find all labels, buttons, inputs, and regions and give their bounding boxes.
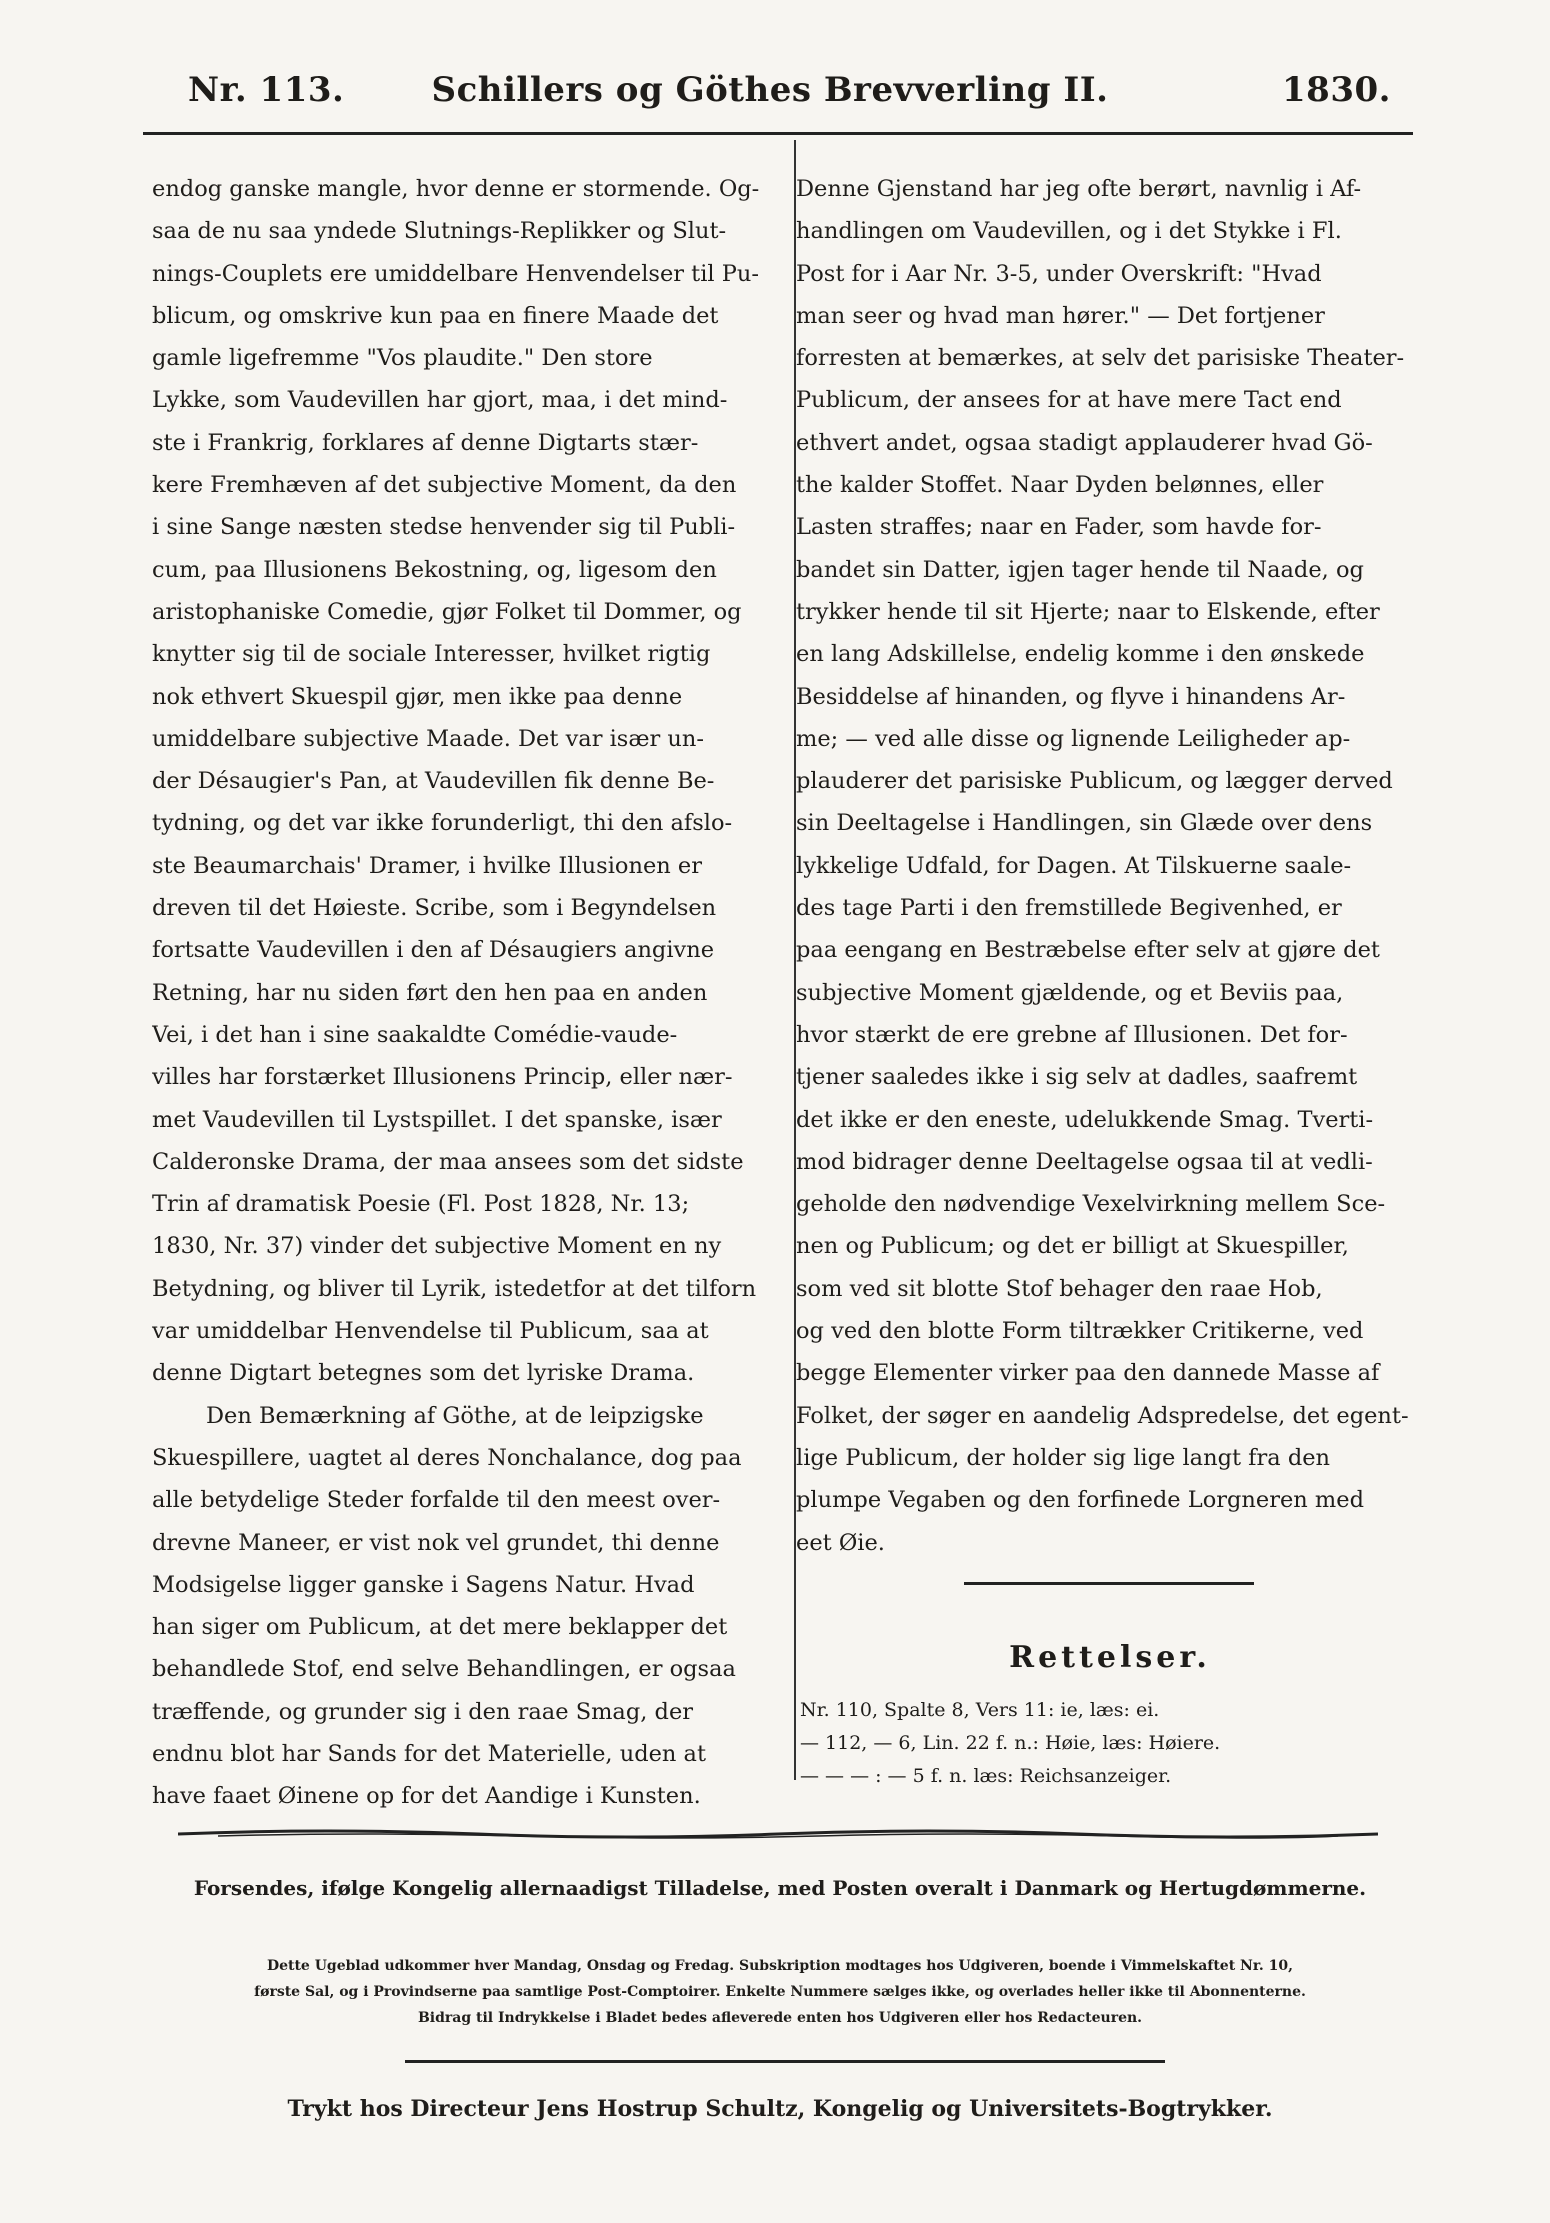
text-line: 1830, Nr. 37) vinder det subjective Moment en ny: [152, 1233, 722, 1260]
printer-imprint: Trykt hos Directeur Jens Hostrup Schultz, Kongelig og Universitets-Bogtrykker.: [287, 2096, 1273, 2122]
text-line: have faaet Øinene op for det Aandige i Kunsten.: [152, 1783, 701, 1810]
text-line: endnu blot har Sands for det Materielle, uden at: [152, 1740, 707, 1767]
fine-print-line: Bidrag til Indrykkelse i Bladet bedes afleverede enten hos Udgiveren eller hos Redacteuren.: [417, 2010, 1143, 2026]
errata-list: [800, 1694, 1426, 1793]
text-line: Trin af dramatisk Poesie (Fl. Post 1828, Nr. 13;: [152, 1191, 690, 1218]
text-line: trykker hende til sit Hjerte; naar to Elskende, efter: [796, 598, 1380, 625]
text-line: han siger om Publicum, at det mere beklapper det: [152, 1614, 728, 1641]
text-line: hvor stærkt de ere grebne af Illusionen. Det for-: [796, 1021, 1348, 1048]
text-line: Skuespillere, uagtet al deres Nonchalance, dog paa: [152, 1444, 742, 1471]
fine-print-line: Dette Ugeblad udkommer hver Mandag, Onsdag og Fredag. Subskription modtages hos Udgiveren, boende i Vimmelskaftet Nr. 10,: [266, 1958, 1294, 1974]
errata-line: Nr. 110, Spalte 8, Vers 11: ie, læs: ei.: [800, 1699, 1160, 1721]
text-line: begge Elementer virker paa den dannede Masse af: [796, 1360, 1380, 1387]
text-line: the kalder Stoffet. Naar Dyden belønnes, eller: [796, 472, 1324, 499]
text-line: Post for i Aar Nr. 3-5, under Overskrift: "Hvad: [796, 260, 1322, 287]
text-line: forresten at bemærkes, at selv det parisiske Theater-: [796, 345, 1405, 372]
text-line: sin Deeltagelse i Handlingen, sin Glæde over dens: [796, 810, 1373, 837]
right-column: [796, 168, 1418, 1564]
text-line: Lasten straffes; naar en Fader, som havde for-: [796, 514, 1322, 541]
text-line: endog ganske mangle, hvor denne er stormende. Og-: [152, 176, 760, 202]
text-line: tydning, og det var ikke forunderligt, thi den afslo-: [152, 810, 733, 837]
text-line: fortsatte Vaudevillen i den af Désaugiers angivne: [152, 937, 715, 964]
text-line: det ikke er den eneste, udelukkende Smag. Tverti-: [796, 1106, 1374, 1133]
text-line: des tage Parti i den fremstillede Begivenhed, er: [796, 895, 1342, 922]
text-line: drevne Maneer, er vist nok vel grundet, thi denne: [152, 1529, 720, 1556]
text-line: Publicum, der ansees for at have mere Tact end: [796, 387, 1342, 414]
text-line: blicum, og omskrive kun paa en finere Maade det: [152, 302, 719, 329]
postal-notice: Forsendes, ifølge Kongelig allernaadigst Tilladelse, med Posten overalt i Danmark og Hertugdømmerne.: [193, 1876, 1367, 1900]
text-line: og ved den blotte Form tiltrækker Critikerne, ved: [796, 1318, 1364, 1345]
text-line: ethvert andet, ogsaa stadigt applauderer hvad Gö-: [796, 429, 1373, 456]
text-line: nen og Publicum; og det er billigt at Skuespiller,: [796, 1233, 1349, 1260]
header-rule: [143, 132, 1413, 135]
text-line: som ved sit blotte Stof behager den raae Hob,: [796, 1275, 1323, 1302]
text-line: met Vaudevillen til Lystspillet. I det spanske, især: [152, 1106, 722, 1133]
ornamental-wavy-rule: [178, 1826, 1378, 1842]
text-line: geholde den nødvendige Vexelvirkning mellem Sce-: [796, 1191, 1386, 1218]
text-line: gamle ligefremme "Vos plaudite." Den store: [152, 345, 653, 372]
text-line: cum, paa Illusionens Bekostning, og, ligesom den: [152, 556, 717, 583]
text-line: en lang Adskillelse, endelig komme i den ønskede: [796, 641, 1365, 668]
text-line: bandet sin Datter, igjen tager hende til Naade, og: [796, 556, 1364, 583]
text-line: Retning, har nu siden ført den hen paa en anden: [152, 979, 708, 1006]
text-line: subjective Moment gjældende, og et Beviis paa,: [796, 979, 1344, 1006]
text-line: aristophaniske Comedie, gjør Folket til Dommer, og: [152, 598, 742, 625]
text-line: behandlede Stof, end selve Behandlingen, er ogsaa: [152, 1656, 736, 1683]
text-line: paa eengang en Bestræbelse efter selv at gjøre det: [796, 937, 1380, 964]
text-line: Modsigelse ligger ganske i Sagens Natur. Hvad: [152, 1571, 695, 1598]
footer-rule: [405, 2060, 1165, 2063]
errata-line: — — — : — 5 f. n. læs: Reichsanzeiger.: [800, 1765, 1172, 1787]
text-line: dreven til det Høieste. Scribe, som i Begyndelsen: [152, 895, 717, 922]
text-line: Calderonske Drama, der maa ansees som det sidste: [152, 1148, 744, 1175]
text-line: Betydning, og bliver til Lyrik, istedetfor at det tilforn: [152, 1275, 757, 1302]
text-line: alle betydelige Steder forfalde til den meest over-: [152, 1487, 721, 1514]
text-line: handlingen om Vaudevillen, og i det Stykke i Fl.: [796, 218, 1342, 245]
text-line: denne Digtart betegnes som det lyriske Drama.: [152, 1360, 695, 1387]
text-line: i sine Sange næsten stedse henvender sig til Publi-: [152, 514, 736, 541]
text-line: Folket, der søger en aandelig Adspredelse, det egent-: [796, 1402, 1409, 1429]
errata-line: — 112, — 6, Lin. 22 f. n.: Høie, læs: Høiere.: [800, 1732, 1221, 1754]
text-line: ste Beaumarchais' Dramer, i hvilke Illusionen er: [152, 852, 702, 879]
text-line: Den Bemærkning af Göthe, at de leipzigske: [206, 1402, 704, 1429]
text-line: Lykke, som Vaudevillen har gjort, maa, i det mind-: [152, 387, 728, 414]
text-line: Denne Gjenstand har jeg ofte berørt, navnlig i Af-: [796, 176, 1362, 202]
header-year: 1830.: [1282, 70, 1391, 110]
text-line: me; — ved alle disse og lignende Leiligheder ap-: [796, 725, 1351, 752]
text-line: Besiddelse af hinanden, og flyve i hinandens Ar-: [796, 683, 1346, 710]
text-line: træffende, og grunder sig i den raae Smag, der: [152, 1698, 694, 1725]
subscription-fine-print: [150, 1953, 1410, 2031]
text-line: saa de nu saa yndede Slutnings-Replikker og Slut-: [152, 218, 727, 245]
text-line: der Désaugier's Pan, at Vaudevillen fik denne Be-: [152, 768, 715, 795]
text-line: villes har forstærket Illusionens Princip, eller nær-: [152, 1064, 733, 1091]
text-line: tjener saaledes ikke i sig selv at dadles, saafremt: [796, 1064, 1358, 1091]
text-line: eet Øie.: [796, 1529, 885, 1556]
text-line: ste i Frankrig, forklares af denne Digtarts stær-: [152, 429, 699, 456]
text-line: lige Publicum, der holder sig lige langt fra den: [796, 1444, 1331, 1471]
header-number: Nr. 113.: [188, 70, 345, 110]
text-line: var umiddelbar Henvendelse til Publicum, saa at: [152, 1318, 709, 1345]
text-line: kere Fremhæven af det subjective Moment, da den: [152, 472, 737, 499]
text-line: lykkelige Udfald, for Dagen. At Tilskuerne saale-: [796, 852, 1352, 879]
text-line: Vei, i det han i sine saakaldte Comédie-vaude-: [152, 1021, 678, 1048]
errata-title: Rettelser.: [1009, 1640, 1211, 1675]
text-line: mod bidrager denne Deeltagelse ogsaa til at vedli-: [796, 1148, 1373, 1175]
header-title: Schillers og Göthes Brevverling II.: [431, 70, 1109, 110]
text-line: man seer og hvad man hører." — Det fortjener: [796, 302, 1325, 329]
text-line: plumpe Vegaben og den forfinede Lorgneren med: [796, 1487, 1364, 1514]
text-line: nok ethvert Skuespil gjør, men ikke paa denne: [152, 683, 683, 710]
text-line: nings-Couplets ere umiddelbare Henvendelser til Pu-: [152, 260, 760, 287]
left-column: [152, 168, 772, 1818]
text-line: plauderer det parisiske Publicum, og lægger derved: [796, 768, 1393, 795]
text-line: knytter sig til de sociale Interesser, hvilket rigtig: [152, 641, 711, 668]
errata-separator-rule: [964, 1582, 1254, 1585]
fine-print-line: første Sal, og i Provindserne paa samtlige Post-Comptoirer. Enkelte Nummere sælges ikke, og overlades heller ikke til Abonnenterne.: [254, 1984, 1306, 2000]
text-line: umiddelbare subjective Maade. Det var især un-: [152, 725, 704, 752]
